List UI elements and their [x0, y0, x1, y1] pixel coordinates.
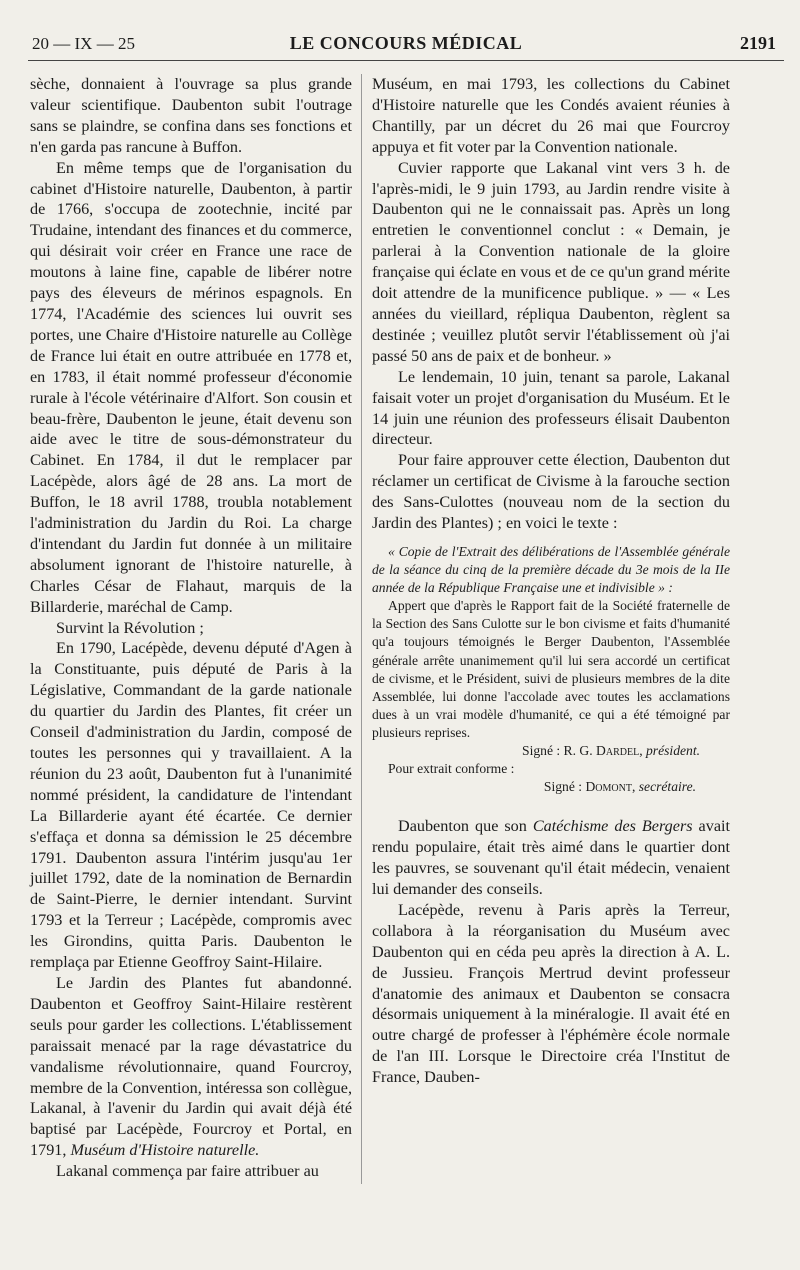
paragraph: Pour faire approuver cette élection, Daubenton dut réclamer un certificat de Civisme à la farouche section des Sans-Culottes (nouveau nom de la section du Jardin des Plantes) ; en voici le texte : — [372, 451, 730, 533]
paragraph: Lacépède, revenu à Paris après la Terreur, collabora à la réorganisation du Muséum avec Daubenton qui en céda peu après la direction à A. L. de Jussieu. François Mertrud devint professeur d'anatomie des animaux et Daubenton se consacra désormais uniquement à la minéralogie. Il avait été en outre chargé de professer à l'éphémère école normale de l'an III. Lorsque le Directoire créa l'Institut de France, Dauben- — [372, 900, 730, 1087]
paragraph: En 1790, Lacépède, devenu député d'Agen à la Constituante, puis député de Paris à la Législative, Commandant de la garde nationale du quartier du Jardin des Plantes, fit créer un Conseil d'administration du Jardin, composé de toutes les personnes qui y travaillaient. A la réunion du 23 août, Daubenton fut à l'unanimité nommé président, la candidature de l'intendant La Billarderie ayant été écartée. Ce dernier s'effaça et donna sa démission le 25 décembre 1791. Daubenton assura l'intérim jusqu'au 1er juillet 1792, date de la nomination de Bernardin de Saint-Pierre, le dernier intendant. Survint 1793 et la Terreur ; Lacépède, compromis avec les Girondins, quitta Paris. Daubenton le remplaça par Etienne Geoffroy Saint-Hilaire. — [30, 639, 352, 972]
paragraph — [372, 816, 730, 900]
signature-name: Domont — [585, 779, 632, 795]
paragraph: Muséum, en mai 1793, les collections du Cabinet d'Histoire naturelle que les Condés avaient réunies à Chantilly, par un décret du 26 mai que Fourcroy appuya et fit voter par la Convention nationale. — [372, 75, 730, 156]
signature-name: Dardel — [596, 742, 640, 758]
museum-name: Muséum d'Histoire naturelle. — [70, 1141, 260, 1160]
signature-domont: Signé : Domont, secrétaire. — [543, 779, 696, 795]
paragraph-text: Daubenton que son — [398, 817, 527, 836]
paragraph: Cuvier rapporte que Lakanal vint vers 3 h. de l'après-midi, le 9 juin 1793, au Jardin rendre visite à Daubenton qui ne le connaissait pas. Après un long entretien le conventionnel conclut : « Demain, je parlerai à la Convention nationale de la gloire française qui éclate en vous et de ce qu'un grand mérite doit attendre de la munificence publique. » — « Les années du vieillard, répliqua Daubenton, règlent sa destinée ; veuillez plutôt servir l'établissement où j'ai passé 50 ans de paix et de bonheur. » — [372, 158, 730, 365]
issue-date: 20 — IX — 25 — [32, 34, 135, 53]
paragraph: Lakanal commença par faire attribuer au — [56, 1162, 319, 1181]
column-divider — [361, 74, 362, 1184]
paragraph: En même temps que de l'organisation du cabinet d'Histoire naturelle, Daubenton, à partir de 1766, s'occupa de zootechnie, incité par Trudaine, intendant des finances et du commerce, qui désirait voir créer en France une race de moutons à laine fine, capable de libérer notre pays des éleveurs de mérinos espagnols. En 1774, l'Académie des sciences lui ouvrit ses portes, une Chaire d'Histoire naturelle au Collège de France lui était en outre attribuée en 1778 et, en 1783, il était nommé professeur d'économie rurale à l'école vétérinaire d'Alfort. Son cousin et beau-frère, Daubenton le jeune, était devenu son aide avec le titre de sous-démonstrateur du Cabinet. En 1784, il dut le remplacer par Lacépède, alors âgé de 28 ans. La mort de Buffon, le 18 avril 1788, troubla notablement l'administration du Jardin du Roi. La charge d'intendant du Jardin fut donnée à un militaire absolument ignorant de l'histoire naturelle, à Charles César de Flahaut, marquis de la Billarderie, maréchal de Camp. — [30, 158, 352, 616]
signature-dardel: Signé : R. G. Dardel, président. — [522, 742, 700, 758]
paragraph: sèche, donnaient à l'ouvrage sa plus grande valeur scientifique. Daubenton subit l'outrage sans se plaindre, se confina dans ses fonctions et n'en garda pas rancune à Buffon. — [30, 75, 352, 156]
page-number: 2191 — [740, 33, 776, 53]
journal-title: LE CONCOURS MÉDICAL — [289, 33, 523, 53]
left-column — [30, 74, 352, 1182]
extract-line: Pour extrait conforme : — [388, 761, 515, 777]
quote-body: Appert que d'après le Rapport fait de la Société fraternelle de la Section des Sans Culotte sur le bon civisme et faits d'humanité qu'a toujours témoignés le Berger Daubenton, l'Assemblée générale arrête unanimement qu'il lui sera accordé un certificat de civisme, et le Président, suivi de plusieurs membres de la dite Assemblée, lui donne l'accolade avec toutes les acclamations dues à un vrai modèle d'humanité, ce qui a été témoigné par plusieurs reprises. — [372, 598, 730, 740]
quote-title: « Copie de l'Extrait des délibérations de l'Assemblée générale de la séance du cinq de la première décade du 3e mois de la IIe année de la République Française une et indivisible » : — [372, 543, 730, 596]
paragraph: Le lendemain, 10 juin, tenant sa parole, Lakanal faisait voter un projet d'organisation du Muséum. Et le 14 juin une réunion des professeurs élisait Daubenton directeur. — [372, 367, 730, 449]
paragraph-text: avait rendu populaire, était très aimé dans le quartier dont les pauvres, se souvenant qu'il était médecin, venaient lui demander des conseils. — [372, 817, 731, 898]
paragraph-text: Le Jardin des Plantes fut abandonné. Daubenton et Geoffroy Saint-Hilaire restèrent seuls pour garder les collections. L'établissement paraissait menacé par la rage dévastatrice du vandalisme révolutionnaire, quand Fourcroy, membre de la Convention, intéressa son collègue, Lakanal, à l'avenir du Jardin qui avait déjà été baptisé par Lacépède, Fourcroy et Portal, en 1791, — [30, 973, 352, 1160]
signature-role: secrétaire. — [638, 779, 696, 795]
signature-role: président. — [646, 742, 700, 758]
signature-label: Signé : — [543, 779, 583, 795]
paragraph — [30, 973, 352, 1161]
paragraph: Survint la Révolution ; — [56, 618, 204, 637]
signature-label: Signé : R. G. — [522, 742, 593, 758]
running-header — [28, 30, 784, 61]
book-title: Catéchisme des Bergers — [532, 817, 693, 836]
certificate-quote — [372, 543, 730, 796]
right-column — [372, 74, 730, 1088]
